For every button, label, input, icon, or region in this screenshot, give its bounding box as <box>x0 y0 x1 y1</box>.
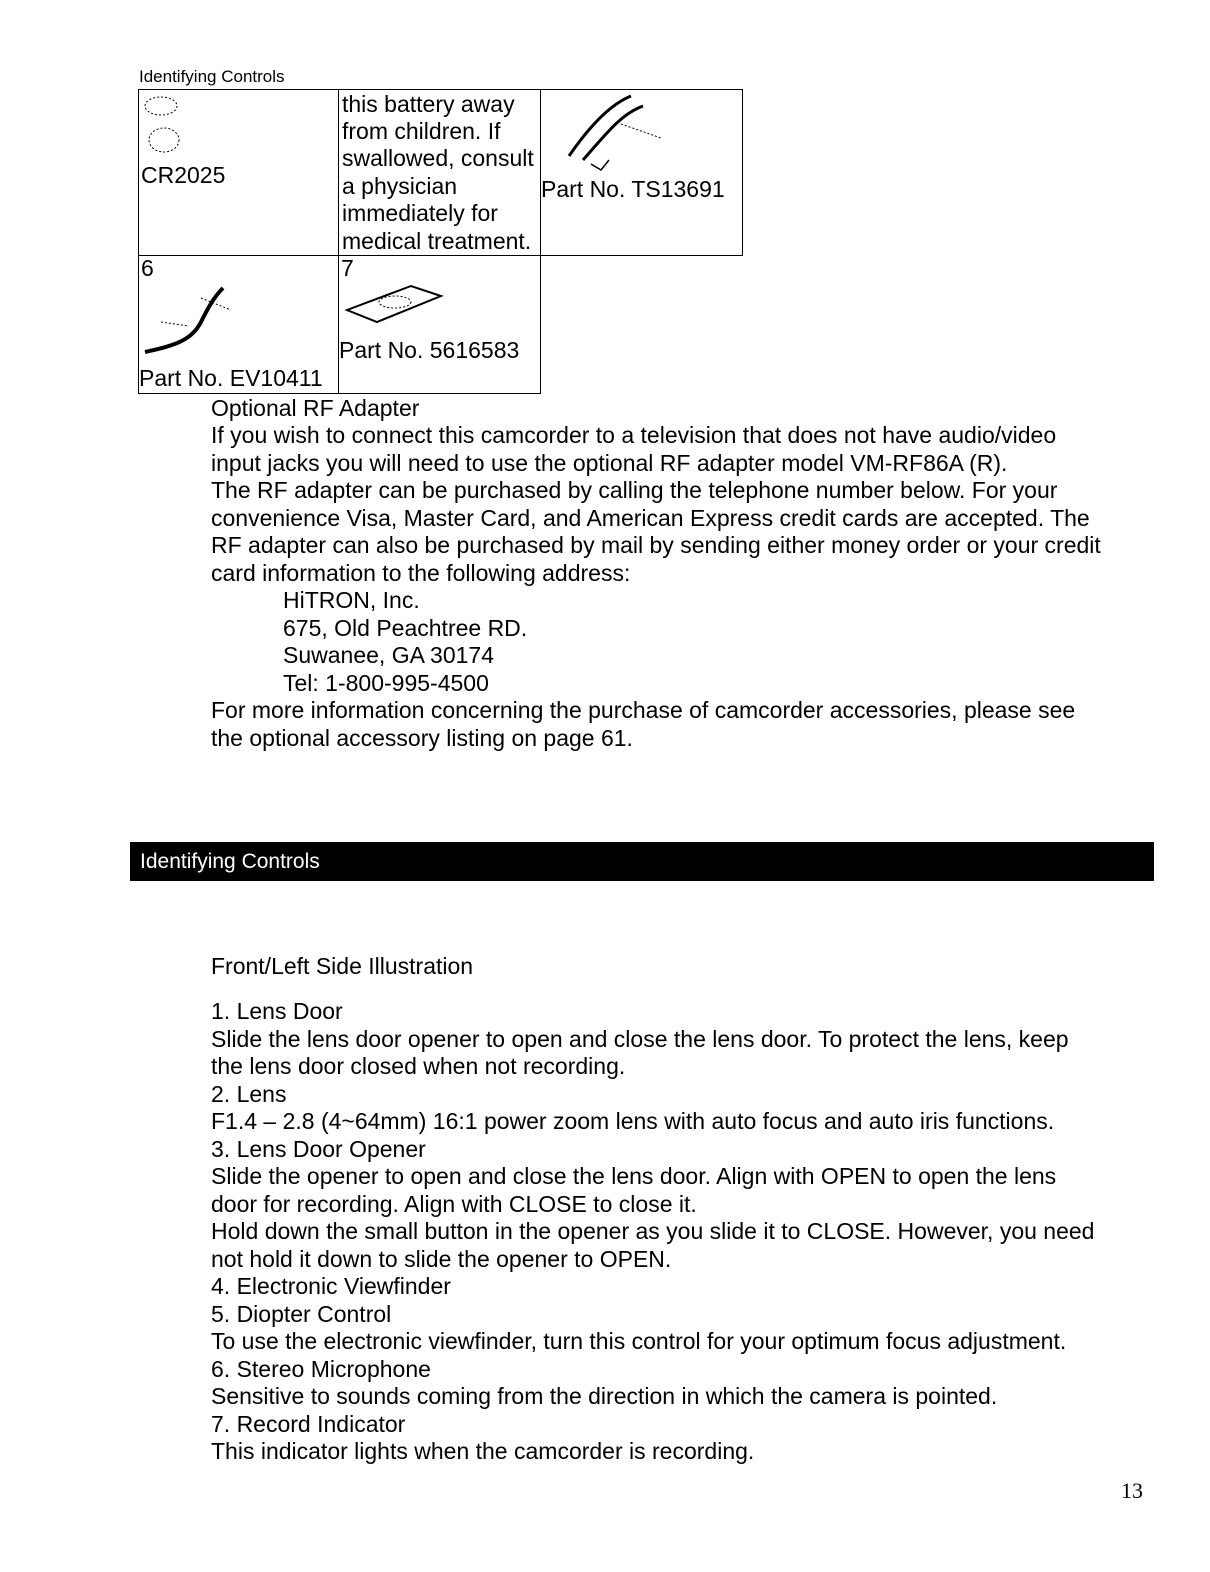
control-line: 1. Lens Door <box>211 998 343 1024</box>
control-line: To use the electronic viewfinder, turn this control for your optimum focus adjustment. <box>211 1328 1067 1354</box>
control-line: This indicator lights when the camcorder is recording. <box>211 1438 755 1464</box>
battery-warning-line: from children. If <box>342 118 501 144</box>
av-cable-icon <box>561 94 671 174</box>
item-6-number: 6 <box>141 255 154 281</box>
dc-cable-icon <box>141 282 241 362</box>
control-line: 5. Diopter Control <box>211 1301 392 1327</box>
control-line: the lens door closed when not recording. <box>211 1053 626 1079</box>
battery-warning-line: a physician <box>342 173 458 199</box>
battery-warning-cell <box>338 89 541 256</box>
battery-label: CR2025 <box>141 162 226 188</box>
address-line: 675, Old Peachtree RD. <box>283 615 528 641</box>
page-number: 13 <box>1121 1478 1143 1503</box>
battery-warning-line: this battery away <box>342 91 515 117</box>
control-line: door for recording. Align with CLOSE to close it. <box>211 1191 697 1217</box>
section-title-bar: Identifying Controls <box>130 842 1154 881</box>
battery-warning-line: immediately for <box>342 200 498 226</box>
control-line: Hold down the small button in the opener as you slide it to CLOSE. However, you need <box>211 1218 1095 1244</box>
battery-warning-line: swallowed, consult <box>342 145 534 171</box>
av-cable-part: Part No. TS13691 <box>541 176 725 202</box>
control-line: 3. Lens Door Opener <box>211 1136 426 1162</box>
address-phone: Tel: 1-800-995-4500 <box>283 670 489 696</box>
accessory-table <box>138 89 743 394</box>
item-6-part: Part No. EV10411 <box>139 365 323 391</box>
rf-adapter-text: card information to the following address: <box>211 560 631 586</box>
control-line: 4. Electronic Viewfinder <box>211 1273 451 1299</box>
item-6-cell <box>138 255 339 394</box>
battery-icon <box>139 90 209 162</box>
rf-adapter-text: convenience Visa, Master Card, and American Express credit cards are accepted. The <box>211 505 1090 531</box>
rf-adapter-text: If you wish to connect this camcorder to a television that does not have audio/video <box>211 422 1057 448</box>
item-7-cell <box>338 255 541 394</box>
rf-adapter-text: The RF adapter can be purchased by calling the telephone number below. For your <box>211 477 1058 503</box>
address-line: HiTRON, Inc. <box>283 587 420 613</box>
control-line: 6. Stereo Microphone <box>211 1356 431 1382</box>
rf-adapter-text: RF adapter can also be purchased by mail by sending either money order or your credit <box>211 532 1101 558</box>
av-cable-cell <box>540 89 743 256</box>
battery-warning-line: medical treatment. <box>342 228 532 254</box>
item-7-number: 7 <box>341 255 354 281</box>
item-7-part: Part No. 5616583 <box>339 337 520 363</box>
rf-adapter-text: For more information concerning the purchase of camcorder accessories, please see <box>211 697 1076 723</box>
address-line: Suwanee, GA 30174 <box>283 642 494 668</box>
illustration-title: Front/Left Side Illustration <box>211 953 474 979</box>
control-line: Slide the opener to open and close the lens door. Align with OPEN to open the lens <box>211 1163 1057 1189</box>
control-line: Sensitive to sounds coming from the direction in which the camera is pointed. <box>211 1383 998 1409</box>
control-line: 7. Record Indicator <box>211 1411 406 1437</box>
control-line: Slide the lens door opener to open and close the lens door. To protect the lens, keep <box>211 1026 1069 1052</box>
battery-cell <box>138 89 339 256</box>
rf-adapter-heading: Optional RF Adapter <box>211 395 420 421</box>
control-line: not hold it down to slide the opener to OPEN. <box>211 1246 672 1272</box>
running-header: Identifying Controls <box>139 67 285 86</box>
rf-adapter-text: the optional accessory listing on page 61. <box>211 725 633 751</box>
remote-control-icon <box>341 280 451 330</box>
control-line: F1.4 – 2.8 (4~64mm) 16:1 power zoom lens with auto focus and auto iris functions. <box>211 1108 1055 1134</box>
control-line: 2. Lens <box>211 1081 287 1107</box>
rf-adapter-text: input jacks you will need to use the optional RF adapter model VM-RF86A (R). <box>211 450 1008 476</box>
